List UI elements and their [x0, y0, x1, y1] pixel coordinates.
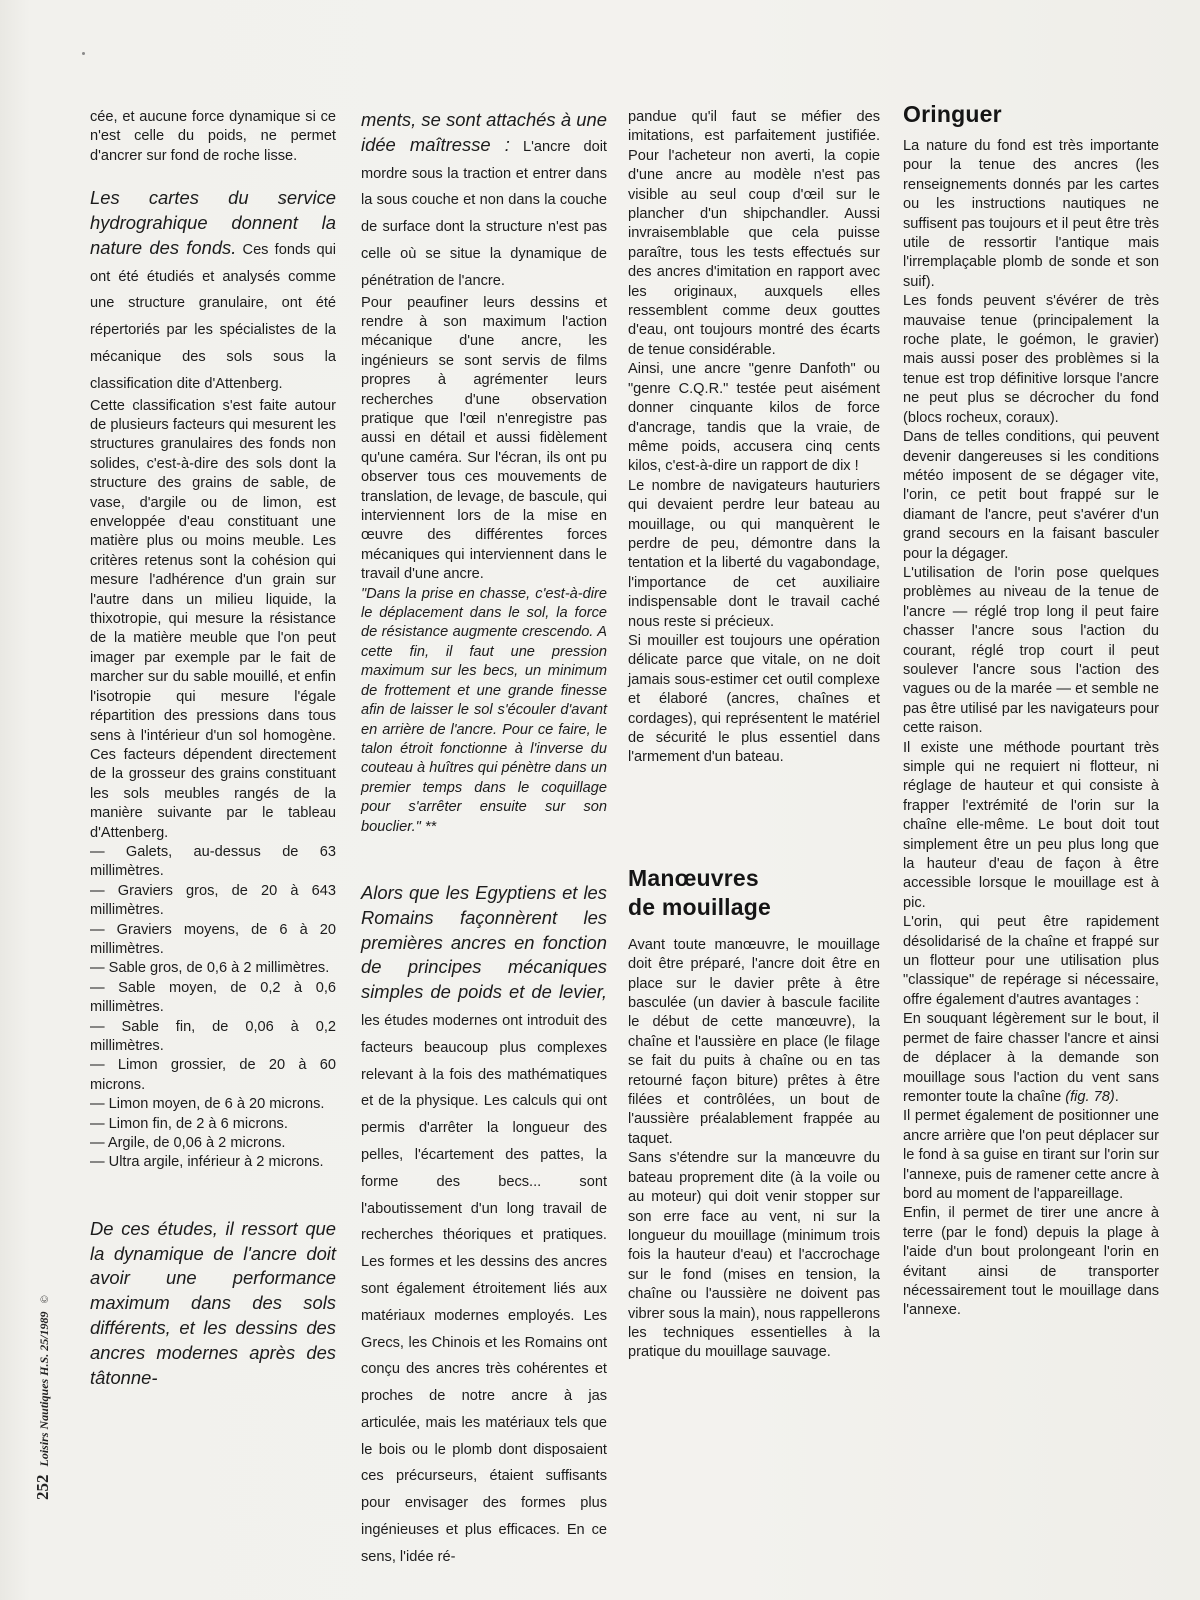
paragraph: Si mouiller est toujours une opération délicate parce que vitale, on ne doit jamais sous-estimer cet outil complexe et élaboré (ancres, chaînes et cordages), qui représentent le matériel de sécurité le plus essentiel dans l'armement d'un bateau.: [628, 632, 880, 766]
paragraph: Avant toute manœuvre, le mouillage doit être préparé, l'ancre doit être en place sur le davier prête à être basculée (un davier à bascule facilite le début de cette manœuvre), la chaîne et l'aussière en place (le filage se fait du puits à chaîne ou en tas retourné façon biture) prêtes à être filées et contrôlées, un bout de l'aussière préalablement frappée au taquet.: [628, 936, 880, 1147]
quote: "Dans la prise en chasse, c'est-à-dire le déplacement dans le sol, la force de résistance augmente crescendo. A cette fin, il faut une pression maximum sur les becs, un minimum de frottement et une grande finesse afin de laisser le sol s'écouler d'avant en arrière de l'ancre. Pour ce faire, le talon étroit fonctionne à l'inverse du couteau à huîtres qui pénètre dans un premier temps dans le coquillage pour s'arrêter ensuite sur son bouclier." **: [361, 585, 607, 835]
column-2: [361, 108, 607, 1570]
heading-line: Manœuvres: [628, 864, 759, 891]
paragraph: pandue qu'il faut se méfier des imitations, est parfaitement justifiée. Pour l'acheteur non averti, la copie d'une ancre au modèle n'est pas visible au seul coup d'œil sur le plancher d'un shipchandler. Aussi invraisemblable que cela puisse paraître, tous les tests effectués sur des ancres d'imitation en rapport avec les originaux, auxquels elles ressemblent comme deux gouttes d'eau, ont toujours montré des écarts de tenue considérable.: [628, 109, 880, 358]
column-1: [90, 108, 336, 1390]
list-item: — Sable fin, de 0,06 à 0,2 millimètres.: [90, 1018, 336, 1054]
lead-paragraph: [361, 881, 607, 1570]
paragraph: Enfin, il permet de tirer une ancre à terre (par le fond) depuis la plage à l'aide d'un bout prolongeant l'orin en évitant ainsi de transporter nécessairement tout le mouillage dans l'annexe.: [903, 1205, 1159, 1319]
lead-rest: L'ancre doit mordre sous la traction et entrer dans la sous couche et non dans la couche de surface dont la structure n'est pas celle où se situe la dynamique de pénétration de l'ancre.: [361, 138, 607, 289]
publication-name: Loisirs Nautiques H.S. 25/1989: [37, 1311, 51, 1467]
paragraph: [903, 1010, 1159, 1107]
lead-italic: Les cartes du service hydrograhique donnent la nature des fonds.: [90, 187, 336, 258]
paragraph: Dans de telles conditions, qui peuvent devenir dangereuses si les conditions météo imposent de se dégager vite, l'orin, ce petit bout frappé sur le diamant de l'ancre, peut s'avérer d'un grand secours en la faisant basculer pour la dégager.: [903, 429, 1159, 562]
paragraph: Pour peaufiner leurs dessins et rendre à son maximum l'action mécanique d'une ancre, les ingénieurs se sont servis de films propres à agrémenter leurs recherches d'une observation pratique que l'œil n'enregistre pas aussi en détail et aussi fidèlement qu'une caméra. Sur l'écran, ils ont pu observer tous ces mouvements de translation, de levage, de bascule, qui interviennent lors de la mise en œuvre des différentes forces mécaniques qui interviennent dans le travail d'une ancre.: [361, 294, 607, 583]
paragraph: cée, et aucune force dynamique si ce n'est celle du poids, ne permet d'ancrer sur fond de roche lisse.: [90, 109, 336, 164]
heading-line: de mouillage: [628, 893, 771, 920]
lead-rest: Ces fonds qui ont été étudiés et analysés comme une structure granulaire, ont été répertoriés par les spécialistes de la mécanique des sols sous la classification dite d'Attenberg.: [90, 241, 336, 392]
paragraph: Il existe une méthode pourtant très simple qui ne requiert ni flotteur, ni réglage de hauteur et qui consiste à frapper l'extrémité de l'orin sur la chaîne elle-même. Le bout doit tout simplement être un peu plus long que la hauteur d'eau de façon à être accessible lorsque le mouillage est à pic.: [903, 739, 1159, 911]
list-item: — Argile, de 0,06 à 2 microns.: [90, 1135, 286, 1152]
paragraph: Le nombre de navigateurs hauturiers qui devaient perdre leur bateau au mouillage, ou qui manquèrent le perdre de peu, démontre dans la tentation et la liberté du vagabondage, l'importance de cet auxiliaire indispensable dont le travail caché nous reste si précieux.: [628, 477, 880, 630]
paragraph: L'orin, qui peut être rapidement désolidarisé de la chaîne et frappé sur un flotteur pour une utilisation plus "classique" de repérage si nécessaire, offre également d'autres avantages :: [903, 914, 1159, 1008]
lead-rest: les études modernes ont introduit des facteurs beaucoup plus complexes relevant à la fois des mathématiques et de la physique. Les calculs qui ont permis d'arrêter la longueur des pelles, l'écartement des pattes, la forme des becs... sont l'aboutissement d'un long travail de recherches théoriques et pratiques. Les formes et les dessins des ancres sont également étroitement liés aux matériaux modernes employés. Les Grecs, les Chinois et les Romains ont conçu des ancres très cohérentes et proches de notre ancre à jas articulée, mais les matériaux tels que le bois ou le plomb dont disposaient ces précurseurs, étaient suffisants pour envisager des formes plus ingénieuses et plus efficaces. En ce sens, l'idée ré-: [361, 1012, 607, 1565]
lead-italic: ments, se sont attachés à une idée maîtresse :: [361, 109, 607, 155]
paragraph: L'utilisation de l'orin pose quelques problèmes au niveau de la tenue de l'ancre — réglé trop long il peut faire chasser l'ancre sous l'action du courant, réglé trop court il peut soulever l'ancre sous l'action des vagues ou de la marée — et semble ne pas être utilisé par les navigateurs pour cette raison.: [903, 564, 1159, 737]
column-3: [628, 108, 880, 1363]
lead-paragraph: [90, 186, 336, 396]
column-4: [903, 100, 1159, 1321]
copyright-mark: ©: [39, 1295, 51, 1304]
list-item: — Ultra argile, inférieur à 2 microns.: [90, 1154, 324, 1171]
lead-paragraph: [361, 108, 607, 294]
lead-italic: Alors que les Egyptiens et les Romains façonnèrent les premières ancres en fonction de principes mécaniques simples de poids et de levier,: [361, 881, 607, 1003]
paragraph: Sans s'étendre sur la manœuvre du bateau proprement dite (à la voile ou au moteur) qui doit venir stopper sur son erre face au vent, ni sur la longueur du mouillage (minimum trois fois la hauteur d'eau) et l'accrochage sur le fond (mises en tension, la chaîne ou l'aussière ne doivent pas vibrer sous la main), nous rappellerons les techniques essentielles à la pratique du mouillage sauvage.: [628, 1150, 880, 1361]
paragraph-text: En souquant légèrement sur le bout, il permet de faire chasser l'ancre et ainsi de déplacer à la demande son mouillage sous l'action du vent sans remonter toute la chaîne: [903, 1011, 1159, 1105]
page-folio: [32, 1200, 54, 1500]
figure-reference: (fig. 78): [1065, 1088, 1115, 1105]
lead-paragraph: De ces études, il ressort que la dynamique de l'ancre doit avoir une performance maximum dans des sols différents, et les dessins des ancres modernes après des tâtonne-: [90, 1217, 336, 1388]
paragraph: Cette classification s'est faite autour de plusieurs facteurs qui mesurent les structures granulaires des fonds non solides, c'est-à-dire des sols dont la structure des grains de sable, de vase, d'argile ou de limon, est enveloppée d'eau constituant une matière plus ou moins meuble. Les critères retenus sont la cohésion qui mesure l'adhérence d'un grain sur l'autre dans un milieu liquide, la thixotropie, qui mesure la résistance de la matière meuble que l'on peut imager par exemple par le fait de marcher sur du sable mouillé, et enfin l'isotropie qui mesure l'égale répartition des pressions dans tous sens à l'intérieur d'un sol homogène. Ces facteurs dépendent directement de la grosseur des grains constituant les sols meubles rangés de la manière suivante par le tableau d'Attenberg.: [90, 397, 336, 841]
list-item: — Sable moyen, de 0,2 à 0,6 millimètres.: [90, 979, 336, 1016]
paragraph: Ainsi, une ancre "genre Danfoth" ou "genre C.Q.R." testée peut aisément donner cinquante kilos de force d'ancrage, tandis que la vraie, de même poids, accusera cinq cents kilos, c'est-à-dire un rapport de dix !: [628, 361, 880, 475]
list-item: — Galets, au-dessus de 63 millimètres.: [90, 843, 336, 880]
print-speck: [82, 52, 85, 55]
list-item: — Graviers moyens, de 6 à 20 millimètres.: [90, 921, 336, 957]
paragraph: Il permet également de positionner une ancre arrière que l'on peut déplacer sur le fond à sa guise en tirant sur l'orin sur l'annexe, puis de ramener cette ancre à bord au moment de l'appareillage.: [903, 1108, 1159, 1202]
list-item: — Limon grossier, de 20 à 60 microns.: [90, 1057, 336, 1093]
list-item: — Limon moyen, de 6 à 20 microns.: [90, 1096, 325, 1113]
section-heading: [628, 864, 880, 922]
paragraph: La nature du fond est très importante pour la tenue des ancres (les renseignements donnés par les cartes ou les instructions nautiques ne suffisent pas toujours et il peut être très utile de ressortir l'antique mais l'irremplaçable plomb de sonde et son suif).: [903, 138, 1159, 290]
list-item: — Graviers gros, de 20 à 643 millimètres.: [90, 882, 336, 919]
list-item: — Limon fin, de 2 à 6 microns.: [90, 1115, 288, 1132]
paragraph-text: .: [1114, 1088, 1119, 1105]
paragraph: Les fonds peuvent s'évérer de très mauvaise tenue (principalement la roche plate, le goémon, le gravier) mais aussi poser des problèmes si la tenue est trop définitive lorsque l'ancre ne peut plus se décrocher du fond (blocs rocheux, coraux).: [903, 293, 1159, 426]
list-item: — Sable gros, de 0,6 à 2 millimètres.: [90, 960, 330, 977]
section-heading: Oringuer: [903, 101, 1002, 127]
page-number: 252: [33, 1474, 52, 1500]
